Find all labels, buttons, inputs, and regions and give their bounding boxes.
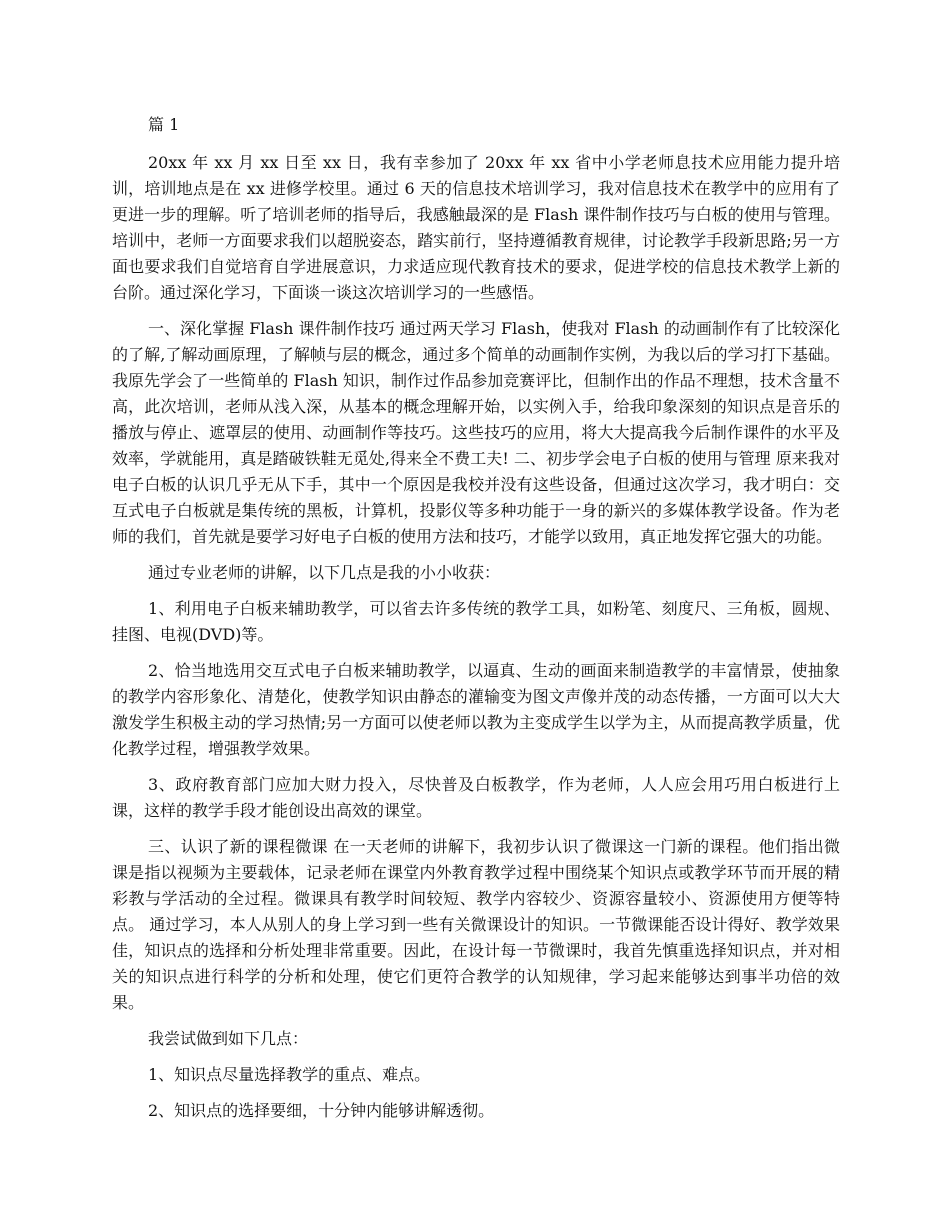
document-page bbox=[112, 112, 840, 1134]
paragraph-flash-whiteboard: 一、深化掌握 Flash 课件制作技巧 通过两天学习 Flash，使我对 Flash 的动画制作有了比较深化的了解,了解动画原理，了解帧与层的概念，通过多个简单的动画制作实例，为我以后的学习打下基础。 我原先学会了一些简单的 Flash 知识，制作过作品参加竞赛评比，但制作出的作品不理想，技术含量不高，此次培训，老师从浅入深，从基本的概念理解开始，以实例入手，给我印象深刻的知识点是音乐的播放与停止、遮罩层的使用、动画制作等技巧。这些技巧的应用，将大大提高我今后制作课件的水平及效率，学就能用，真是踏破铁鞋无觅处,得来全不费工夫! 二、初步学会电子白板的使用与管理 原来我对电子白板的认识几乎无从下手，其中一个原因是我校并没有这些设备，但通过这次学习，我才明白：交互式电子白板就是集传统的黑板，计算机，投影仪等多种功能于一身的新兴的多媒体教学设备。作为老师的我们，首先就是要学习好电子白板的使用方法和技巧，才能学以致用，真正地发挥它强大的功能。 bbox=[112, 319, 840, 546]
paragraph-gain-2: 2、恰当地选用交互式电子白板来辅助教学，以逼真、生动的画面来制造教学的丰富情景，使抽象的教学内容形象化、清楚化，使教学知识由静态的灌输变为图文声像并茂的动态传播，一方面可以大大激发学生积极主动的学习热情;另一方面可以使老师以教为主变成学生以学为主，从而提高教学质量，优化教学过程，增强教学效果。 bbox=[112, 661, 840, 758]
section-heading: 篇 1 bbox=[148, 115, 180, 134]
paragraph-attempts-intro: 我尝试做到如下几点： bbox=[148, 1029, 309, 1048]
paragraph-intro: 20xx 年 xx 月 xx 日至 xx 日，我有幸参加了 20xx 年 xx 省中小学老师息技术应用能力提升培训，培训地点是在 xx 进修学校里。通过 6 天的信息技术培训学习，我对信息技术在教学中的应用有了更进一步的理解。听了培训老师的指导后，我感触最深的是 Flash 课件制作技巧与白板的使用与管理。培训中，老师一方面要求我们以超脱姿态，踏实前行，坚持遵循教育规律，讨论教学手段新思路;另一方面也要求我们自觉培育自学进展意识，力求适应现代教育技术的要求，促进学校的信息技术教学上新的台阶。通过深化学习，下面谈一谈这次培训学习的一些感悟。 bbox=[112, 153, 840, 302]
paragraph-gain-1: 1、利用电子白板来辅助教学，可以省去许多传统的教学工具，如粉笔、刻度尺、三角板，圆规、挂图、电视(DVD)等。 bbox=[112, 599, 840, 644]
paragraph-gains-intro: 通过专业老师的讲解，以下几点是我的小小收获： bbox=[148, 563, 501, 582]
paragraph-gain-3: 3、政府教育部门应加大财力投入，尽快普及白板教学，作为老师，人人应会用巧用白板进行上课，这样的教学手段才能创设出高效的课堂。 bbox=[112, 775, 840, 820]
paragraph-attempt-2: 2、知识点的选择要细，十分钟内能够讲解透彻。 bbox=[148, 1101, 495, 1120]
paragraph-attempt-1: 1、知识点尽量选择教学的重点、难点。 bbox=[148, 1065, 431, 1084]
paragraph-micro-course: 三、认识了新的课程微课 在一天老师的讲解下，我初步认识了微课这一门新的课程。他们指出微课是指以视频为主要载体，记录老师在课堂内外教育教学过程中围绕某个知识点或教学环节而开展的精彩教与学活动的全过程。微课具有教学时间较短、教学内容较少、资源容量较小、资源使用方便等特点。 通过学习，本人从别人的身上学习到一些有关微课设计的知识。一节微课能否设计得好、教学效果佳，知识点的选择和分析处理非常重要。因此，在设计每一节微课时，我首先慎重选择知识点，并对相关的知识点进行科学的分析和处理，使它们更符合教学的认知规律，学习起来能够达到事半功倍的效果。 bbox=[112, 837, 840, 1012]
